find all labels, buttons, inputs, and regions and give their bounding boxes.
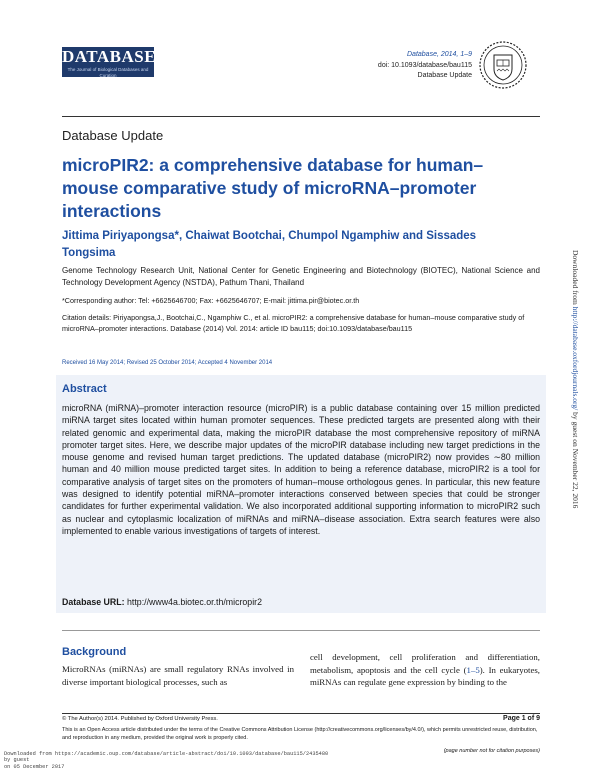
side-note-link[interactable]: http://database.oxfordjournals.org/ <box>571 306 580 411</box>
footer-divider <box>62 713 540 714</box>
side-download-note <box>571 250 580 508</box>
download-line: Downloaded from https://academic.oup.com/database/article-abstract/doi/10.1093/database/bau115/2435480 <box>4 751 329 757</box>
body-right-text-cont: ). In eukaryotes, miRNAs can regulate gene expression by binding to the <box>310 664 540 687</box>
logo-subtitle: The Journal of Biological Databases and Curation <box>67 67 149 78</box>
journal-line: Database, 2014, 1–9 <box>407 51 472 58</box>
page-number: Page 1 of 9 <box>503 715 540 722</box>
doi-line[interactable]: doi: 10.1093/database/bau115 <box>377 61 472 69</box>
article-title: microPIR2: a comprehensive database for human–mouse comparative study of microRNA–promoter interactions <box>62 155 484 221</box>
copyright-line: © The Author(s) 2014. Published by Oxford University Press. <box>62 716 218 722</box>
article-authors: Jittima Piriyapongsa*, Chaiwat Bootchai, Chumpol Ngamphiw and Sissades Tongsima <box>62 230 477 259</box>
journal-logo <box>62 47 157 78</box>
body-column-right <box>310 651 540 689</box>
section-label: Database Update <box>62 128 164 143</box>
body-column-left: MicroRNAs (miRNAs) are small regulatory RNAs involved in diverse important biological processes, such as <box>62 664 294 687</box>
database-url-link[interactable]: http://www4a.biotec.or.th/micropir2 <box>127 597 262 607</box>
database-url <box>62 597 262 607</box>
license-text: This is an Open Access article distributed under the terms of the Creative Commons Attribution License (http://creativecommons.org/licenses/by/4.0/), which permits unrestricted reuse, distribution, and reproduction in any medium, provided the original work is properly cited. <box>62 727 538 741</box>
author-affiliation: Genome Technology Research Unit, National Center for Genetic Engineering and Biotechnology (BIOTEC), National Science and Technology Development Agency (NSTDA), Pathum Thani, Thailand <box>62 266 540 287</box>
download-line: on 05 December 2017 <box>4 763 65 770</box>
article-type: Database Update <box>417 72 472 79</box>
abstract-heading: Abstract <box>62 383 107 395</box>
database-url-label: Database URL: <box>62 597 125 607</box>
background-heading: Background <box>62 646 127 658</box>
reference-link[interactable]: 1–5 <box>466 664 480 675</box>
corresponding-author: *Corresponding author: Tel: +6625646700; Fax: +6625646707; E-mail: jittima.pir@biotec.or.th <box>62 296 360 305</box>
header-info <box>378 50 472 82</box>
download-line: by guest <box>4 757 30 764</box>
oxford-crest-icon <box>478 40 528 90</box>
side-note-prefix: Downloaded from <box>571 250 580 307</box>
received-dates: Received 16 May 2014; Revised 25 October 2014; Accepted 4 November 2014 <box>62 360 273 366</box>
logo-text: DATABASE <box>62 47 157 66</box>
side-note-suffix: by guest on November 22, 2016 <box>571 410 580 509</box>
page-note: (page number not for citation purposes) <box>443 748 540 754</box>
header-divider <box>62 116 540 117</box>
body-right-text: cell development, cell proliferation and differentiation, metabolism, apoptosis and the cell cycle ( <box>310 652 540 675</box>
download-stamp <box>4 751 328 770</box>
abstract-divider <box>62 630 540 631</box>
citation-details: Citation details: Piriyapongsa,J., Bootchai,C., Ngamphiw C., et al. microPIR2: a comprehensive database for human–mouse comparative study of microRNA–promoter interactions. Database (2014) Vol. 2014: article ID bau115; doi:10.1093/database/bau115 <box>62 313 525 333</box>
abstract-text: microRNA (miRNA)–promoter interaction resource (microPIR) is a public database containing over 15 million predicted miRNA target sites located within human promoter sequences. These predicted targets are presented along with their related genomic and experimental data, making the microPIR database the most comprehensive repository of miRNA promoter target sites. Here, we describe major updates of the microPIR database including new target predictions in the mouse genome and revised human target predictions. The updated database (microPIR2) now provides ∼80 million human and 40 million mouse predicted target sites. In addition to being a reference database, microPIR2 is a tool for comparative analysis of target sites on the promoters of human–mouse orthologous genes. In particular, this new feature was designed to identify potential miRNA–promoter interactions conserved between species that could be stronger candidates for further experimental validation. We also incorporated additional supporting information to microPIR2 such as nuclear and cytoplasmic localization of miRNAs and miRNA–disease association. Extra search features were also implemented to enable various investigations of targets of interest. <box>62 403 540 536</box>
